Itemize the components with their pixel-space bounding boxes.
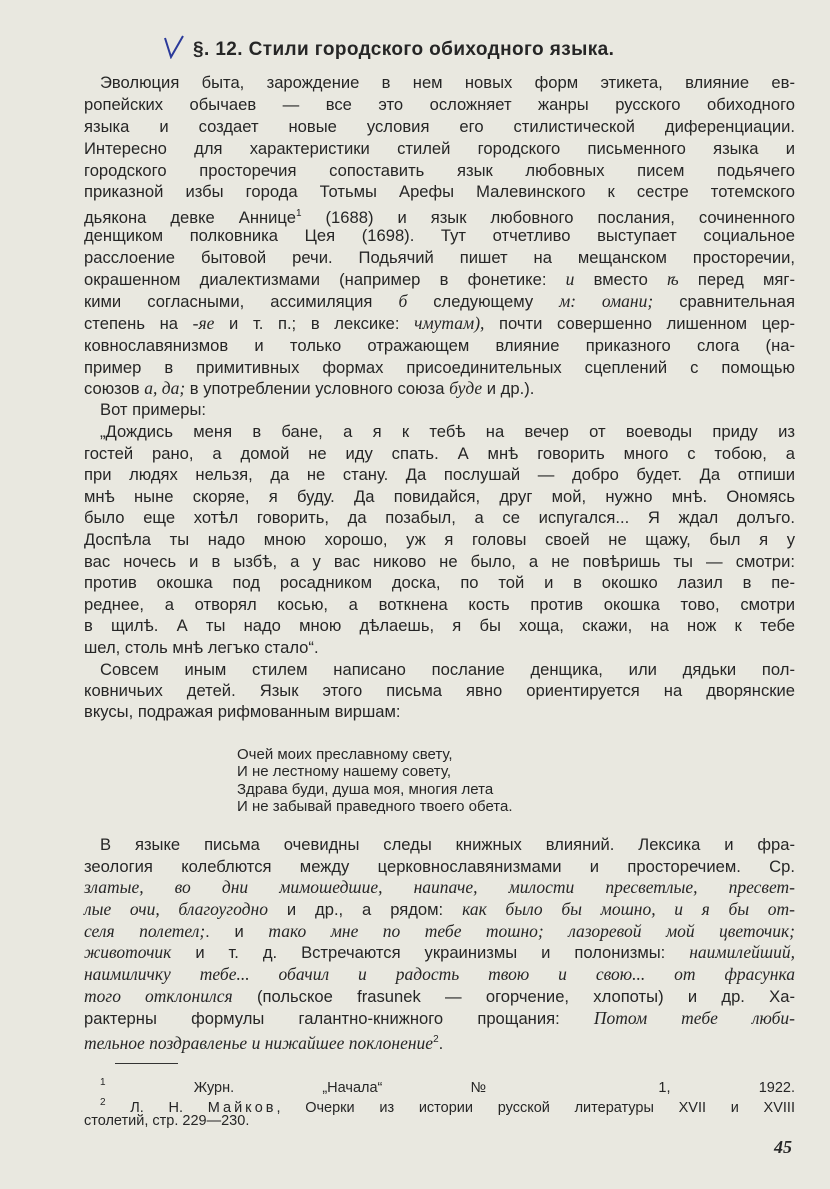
text: сравнительная — [653, 291, 795, 311]
section-title: §. 12. Стили городского обиходного языка. — [193, 39, 615, 60]
footnote-ref: 2 — [100, 1096, 106, 1108]
text: Журн. „Начала“ № 1, 1922. — [105, 1080, 795, 1096]
text: денщиком полковника Цея (1698). Тут отчетливо выступает социальное — [84, 226, 795, 246]
text-line — [84, 72, 795, 94]
footnotes — [84, 1073, 795, 1132]
italic-text: буде — [449, 378, 483, 399]
text: городского просторечия сопоставить язык любовных писем подьячего — [84, 160, 795, 180]
text-line — [84, 1008, 795, 1030]
italic-text: того отклонился — [84, 985, 233, 1006]
text: против окошка под росадником доска, по той и в окошко лазил в пе- — [84, 573, 795, 593]
italic-text: тельное поздравленье и нижайшее поклонение — [84, 1033, 434, 1054]
text: следующему — [407, 291, 560, 311]
text-line — [84, 269, 795, 291]
text: ковничьих детей. Язык этого письма явно ориентируется на дворянские — [84, 681, 795, 700]
text: при людях нельзя, да не стану. Да послушай — добро будет. Да отпиши — [84, 465, 795, 485]
text: мнѣ ныне скоряе, я буду. Да повидайся, друг мой, нужно мнѣ. Ономясь — [84, 486, 795, 506]
text-line — [84, 160, 795, 182]
italic-text: -яе — [192, 312, 215, 333]
text: И не лестному нашему совету, — [237, 763, 451, 781]
text: Очей моих преславному свету, — [237, 746, 453, 763]
text-line — [84, 1093, 795, 1116]
text-line — [84, 899, 795, 921]
footnote-ref: 1 — [295, 208, 302, 220]
text-line — [84, 464, 795, 486]
text: . — [438, 1034, 444, 1054]
text: Совсем иным стилем написано послание денщика, или дядьки пол- — [100, 660, 795, 679]
text-line — [84, 921, 795, 943]
text-line — [84, 443, 795, 465]
text: Интересно для характеристики стилей городского письменного языка и — [84, 138, 795, 158]
text-line — [84, 615, 795, 637]
italic-text: как было бы мошно, и я бы от- — [462, 899, 796, 920]
text: окрашенном диалектизмами (например в фонетике: — [84, 270, 566, 290]
text-line — [84, 399, 795, 421]
poem-verse — [237, 746, 513, 816]
text: Вот примеры: — [100, 400, 207, 419]
text: в щилѣ. А ты надо мною дѣлаешь, я бы хоща, скажи, на нож к тебе — [84, 616, 795, 636]
italic-text: ѣ — [666, 269, 679, 290]
spaced-author-name: Майков — [207, 1099, 277, 1116]
text-line — [84, 637, 795, 659]
text-line — [84, 225, 795, 247]
text: и т. д. Встречаются украинизмы и полонизмы: — [171, 943, 690, 963]
text: ропейских обычаев — все это осложняет жанры русского обиходного — [84, 94, 795, 114]
italic-text: златые, во дни мимошедшие, наипаче, милости пресветлые, пресвет- — [84, 877, 795, 898]
footnote-ref: 1 — [100, 1077, 106, 1088]
italic-text: лые очи, благоугодно — [84, 899, 268, 920]
paragraph-analysis — [84, 834, 796, 1054]
text: вместо — [574, 270, 667, 290]
letter-quote — [84, 421, 795, 659]
text: союзов — [84, 379, 145, 399]
italic-text: а, да; — [144, 378, 186, 399]
text: ковнославянизмов и только отражающем влияние приказного слога (на- — [84, 335, 795, 355]
text-line — [84, 507, 795, 529]
text: гостей рано, а домой не иду спать. А мнѣ говорить много с тобою, а — [84, 443, 795, 463]
paragraph-examples-intro — [84, 399, 795, 421]
page-number: 45 — [774, 1137, 792, 1157]
text-line — [237, 763, 513, 780]
text: и т. п.; в лексике: — [214, 313, 415, 333]
text: (1688) и язык любовного послания, сочиненного — [301, 208, 795, 228]
text: в употреблении условного союза — [185, 379, 450, 399]
text-line — [237, 798, 513, 815]
text: и др.). — [482, 379, 535, 399]
italic-text: наимиличку тебе... обачил и радость твою и свою... от фрасунка — [84, 964, 795, 985]
text: степень на — [84, 313, 193, 333]
text-line — [84, 203, 795, 228]
text: , Очерки из истории русской литературы XVII и XVIII — [276, 1099, 795, 1116]
text-line — [84, 551, 795, 573]
text-line — [84, 335, 795, 357]
italic-text: м: омани; — [559, 290, 654, 311]
text: приказной избы города Тотьмы Арефы Малевинского к сестре тотемского — [84, 182, 795, 202]
text: почти совершенно лишенном цер- — [484, 313, 796, 333]
text-line — [84, 1073, 795, 1096]
footnote-divider — [115, 1063, 178, 1064]
text: перед мяг- — [678, 270, 795, 290]
text: рактерны формулы галантно-книжного прощания: — [84, 1008, 594, 1028]
text-line — [84, 856, 795, 878]
text-line — [237, 746, 513, 763]
text: дьякона девке Аннице — [84, 208, 296, 228]
italic-text: селя полетел; — [84, 920, 206, 941]
text: И не забывай праведного твоего обета. — [237, 798, 513, 816]
italic-text: и — [565, 269, 575, 290]
text-line — [237, 781, 513, 798]
text-line — [84, 834, 795, 856]
text: (польское frasunek — огорчение, хлопоты) и др. Ха- — [232, 986, 795, 1006]
text-line — [84, 529, 795, 551]
text: было еще хотѣл говорить, да позабыл, а се испугался... Я ждал долъго. — [84, 508, 795, 528]
italic-text: тако мне по тебе тошно; лазоревой мой цветочик; — [268, 920, 795, 941]
text: кими согласными, ассимиляция — [84, 291, 399, 311]
text-line — [84, 942, 795, 964]
text: шел, столь мнѣ легъко стало“. — [84, 637, 319, 657]
handwritten-check-mark — [163, 35, 185, 59]
text: „Дождись меня в бане, а я к тебѣ на вечер от воеводы приду из — [100, 422, 795, 441]
text: вас ночесь и в ызбѣ, а у вас никово не было, а не повѣришь ты — смотри: — [84, 551, 795, 571]
text: реднее, а отворял косью, а воткнена кость против окошка тово, смотри — [84, 594, 795, 614]
text: Здрава буди, душа моя, многия лета — [237, 780, 494, 798]
footnote-ref: 2 — [433, 1034, 439, 1046]
text-line — [84, 986, 795, 1008]
text-line — [84, 964, 795, 986]
text-line — [84, 291, 795, 313]
text-line — [84, 181, 795, 203]
text: и др., а рядом: — [267, 900, 463, 920]
section-heading — [163, 35, 614, 61]
text: В языке письма очевидны следы книжных влияний. Лексика и фра- — [100, 835, 795, 854]
text: зеология колеблются между церковнославянизмами и просторечием. Ср. — [84, 856, 795, 876]
text: языка и создает новые условия его стилистической диференциации. — [84, 116, 795, 136]
paragraph-intro — [84, 72, 795, 400]
text-line — [84, 421, 795, 443]
text-line — [84, 138, 795, 160]
text-line — [84, 659, 795, 680]
text-line — [84, 313, 795, 335]
italic-text: Потом тебе люби- — [593, 1007, 795, 1028]
paragraph-second-letter — [84, 659, 795, 722]
text-line — [84, 877, 795, 899]
text-line — [84, 572, 795, 594]
text-line — [84, 680, 795, 701]
text-line — [84, 357, 795, 379]
text-line — [84, 378, 795, 400]
text: Л. Н. — [105, 1099, 208, 1116]
text-line — [84, 116, 795, 138]
text: вкусы, подражая рифмованным виршам: — [84, 702, 401, 721]
text-line — [84, 701, 795, 722]
text: столетий, стр. 229—230. — [84, 1113, 250, 1129]
text-line — [84, 486, 795, 508]
italic-text: наимилейший, — [689, 942, 795, 963]
text: Эволюция быта, зарождение в нем новых форм этикета, влияние ев- — [100, 73, 795, 92]
text-line — [84, 594, 795, 616]
italic-text: животочик — [84, 942, 172, 963]
text: Доспѣла ты надо мною хорошо, уж я головы своей не щажу, был я у — [84, 529, 795, 549]
italic-text: чмутам), — [414, 312, 485, 333]
text-line — [84, 247, 795, 269]
text-line — [84, 1029, 795, 1054]
italic-text: б — [398, 290, 408, 311]
text-line — [84, 94, 795, 116]
text: расслоение бытовой речи. Подьячий пишет на мещанском просторечии, — [84, 248, 795, 268]
text: пример в примитивных формах присоединительных сцеплений с помощью — [84, 357, 795, 377]
text: . и — [205, 921, 269, 941]
